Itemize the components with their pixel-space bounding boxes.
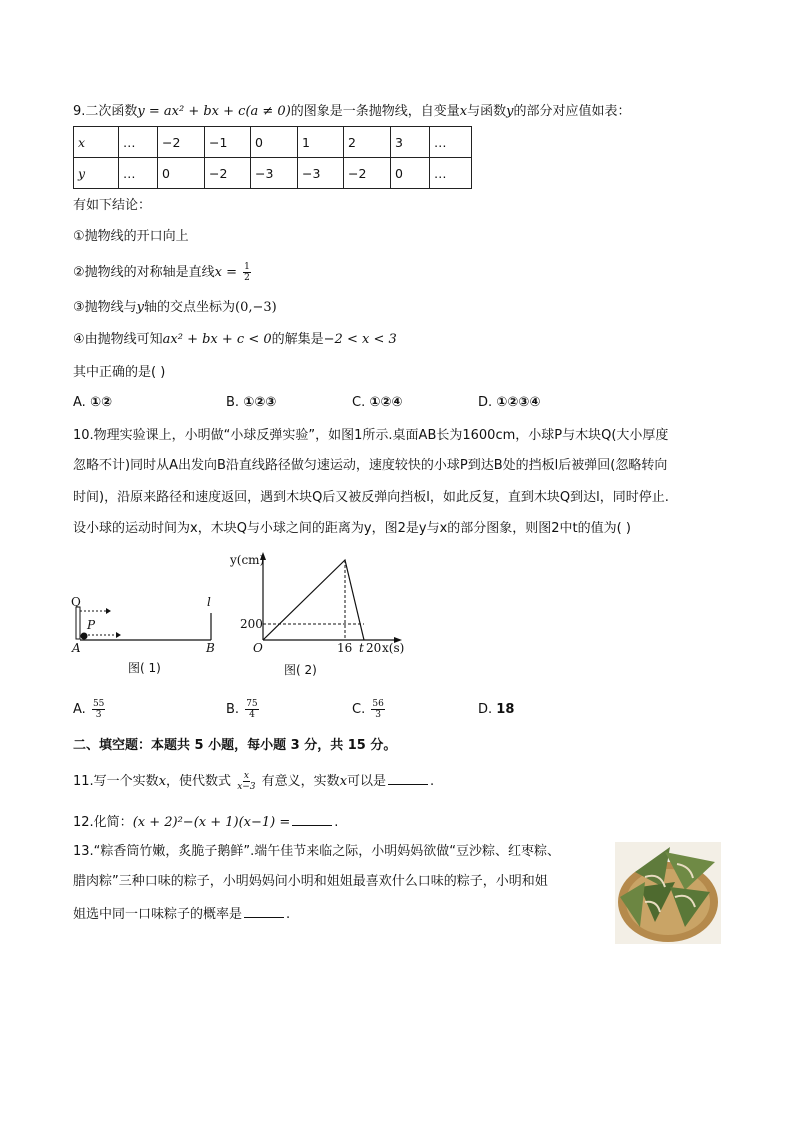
q9-question: 其中正确的是( ) [73,365,166,380]
q10-line-3: 时间)，沿原来路径和速度返回，遇到木块Q后又被反弹向挡板l，如此反复，直到木块Q到达l，同时停止. [73,490,669,505]
q-arrow-head [106,608,111,614]
tick-16: 16 [337,641,353,655]
answer-blank[interactable] [388,771,428,785]
q9-conclusion-4: ④由抛物线可知ax² + bx + c < 0的解集是−2 < x < 3 [73,332,397,347]
p-arrow-head [116,632,121,638]
table-row: y … 0 −2 −3 −3 −2 0 … [74,158,472,189]
fraction: $\frac{56}{3}$ [372,699,384,720]
label-l: l [207,595,211,609]
q9-conclusion-3: ③抛物线与y轴的交点坐标为(0,−3) [73,300,277,315]
q11: 11.写一个实数x，使代数式 $\frac{x}{x-3}$ 有意义，实数x可以是 . [73,771,435,792]
q12: 12.化简：(x + 2)²−(x + 1)(x−1) = . [73,812,338,832]
label-a: A [72,641,81,655]
table-row: x … −2 −1 0 1 2 3 … [74,127,472,158]
q9-conclusions-intro: 有如下结论： [73,198,152,213]
q10-figure-2 [230,546,411,680]
zongzi-photo [615,842,721,944]
tick-20: 20 [366,641,382,655]
tick-200: 200 [240,617,263,631]
fraction: $\frac{x}{x-3}$ [237,771,256,792]
answer-blank[interactable] [292,812,332,826]
section-2-title: 二、填空题：本题共 5 小题，每小题 3 分，共 15 分。 [73,738,397,753]
q13-line-3: 姐选中同一口味粽子的概率是 . [73,904,290,924]
q10-figure-1 [66,585,226,680]
series-line [263,560,364,640]
q10-line-2: 忽略不计)同时从A出发向B沿直线路径做匀速运动，速度较快的小球P到达B处的挡板l后被弹回(忽略转向 [73,458,668,473]
q9-conclusion-1: ①抛物线的开口向上 [73,229,189,244]
q10-option-d: D. 18 [478,702,515,717]
q9-option-d: D. ①②③④ [478,395,541,410]
label-b: B [206,641,215,655]
ball-p [81,633,88,640]
label-q: Q [71,595,81,609]
q10-option-a: A. $\frac{55}{3}$ [73,699,105,720]
label-p: P [87,618,96,632]
origin-label: O [253,641,263,655]
fraction: $\frac{55}{3}$ [92,699,105,720]
fig1-caption: 图( 1) [128,661,161,675]
q9-option-c: C. ①②④ [352,395,403,410]
x-axis-label: x(s) [382,641,405,655]
q9-conclusion-2: ②抛物线的对称轴是直线x = $\frac{1}{2}$ [73,262,250,283]
q9-option-b: B. ①②③ [226,395,277,410]
q10-option-c: C. $\frac{56}{3}$ [352,699,384,720]
q13-line-2: 腊肉粽”三种口味的粽子，小明妈妈问小明和姐姐最喜欢什么口味的粽子，小明和姐 [73,874,548,889]
q10-option-b: B. $\frac{75}{4}$ [226,699,258,720]
answer-blank[interactable] [244,904,284,918]
block-q [76,607,80,639]
y-axis-label: y(cm) [230,553,265,567]
zongzi-illustration [615,842,721,944]
q9-option-a: A. ①② [73,395,112,410]
q10-line-1: 10.物理实验课上，小明做“小球反弹实验”，如图1所示.桌面AB长为1600cm，小球P与木块Q(大小厚度 [73,428,669,443]
q9-value-table [73,126,472,189]
q9-stem: 9.二次函数y = ax² + bx + c(a ≠ 0)的图象是一条抛物线，自变量x与函数y的部分对应值如表： [73,104,631,119]
fraction: $\frac{75}{4}$ [246,699,258,720]
fig2-caption: 图( 2) [284,663,317,677]
q13-line-1: 13.“粽香筒竹嫩，炙脆子鹅鲜”.端午佳节来临之际，小明妈妈欲做“豆沙粽、红枣粽、 [73,844,561,859]
tick-t: t [359,641,364,655]
fraction: $\frac{1}{2}$ [244,262,250,283]
q10-line-4: 设小球的运动时间为x，木块Q与小球之间的距离为y，图2是y与x的部分图象，则图2中t的值为( ) [73,521,631,536]
